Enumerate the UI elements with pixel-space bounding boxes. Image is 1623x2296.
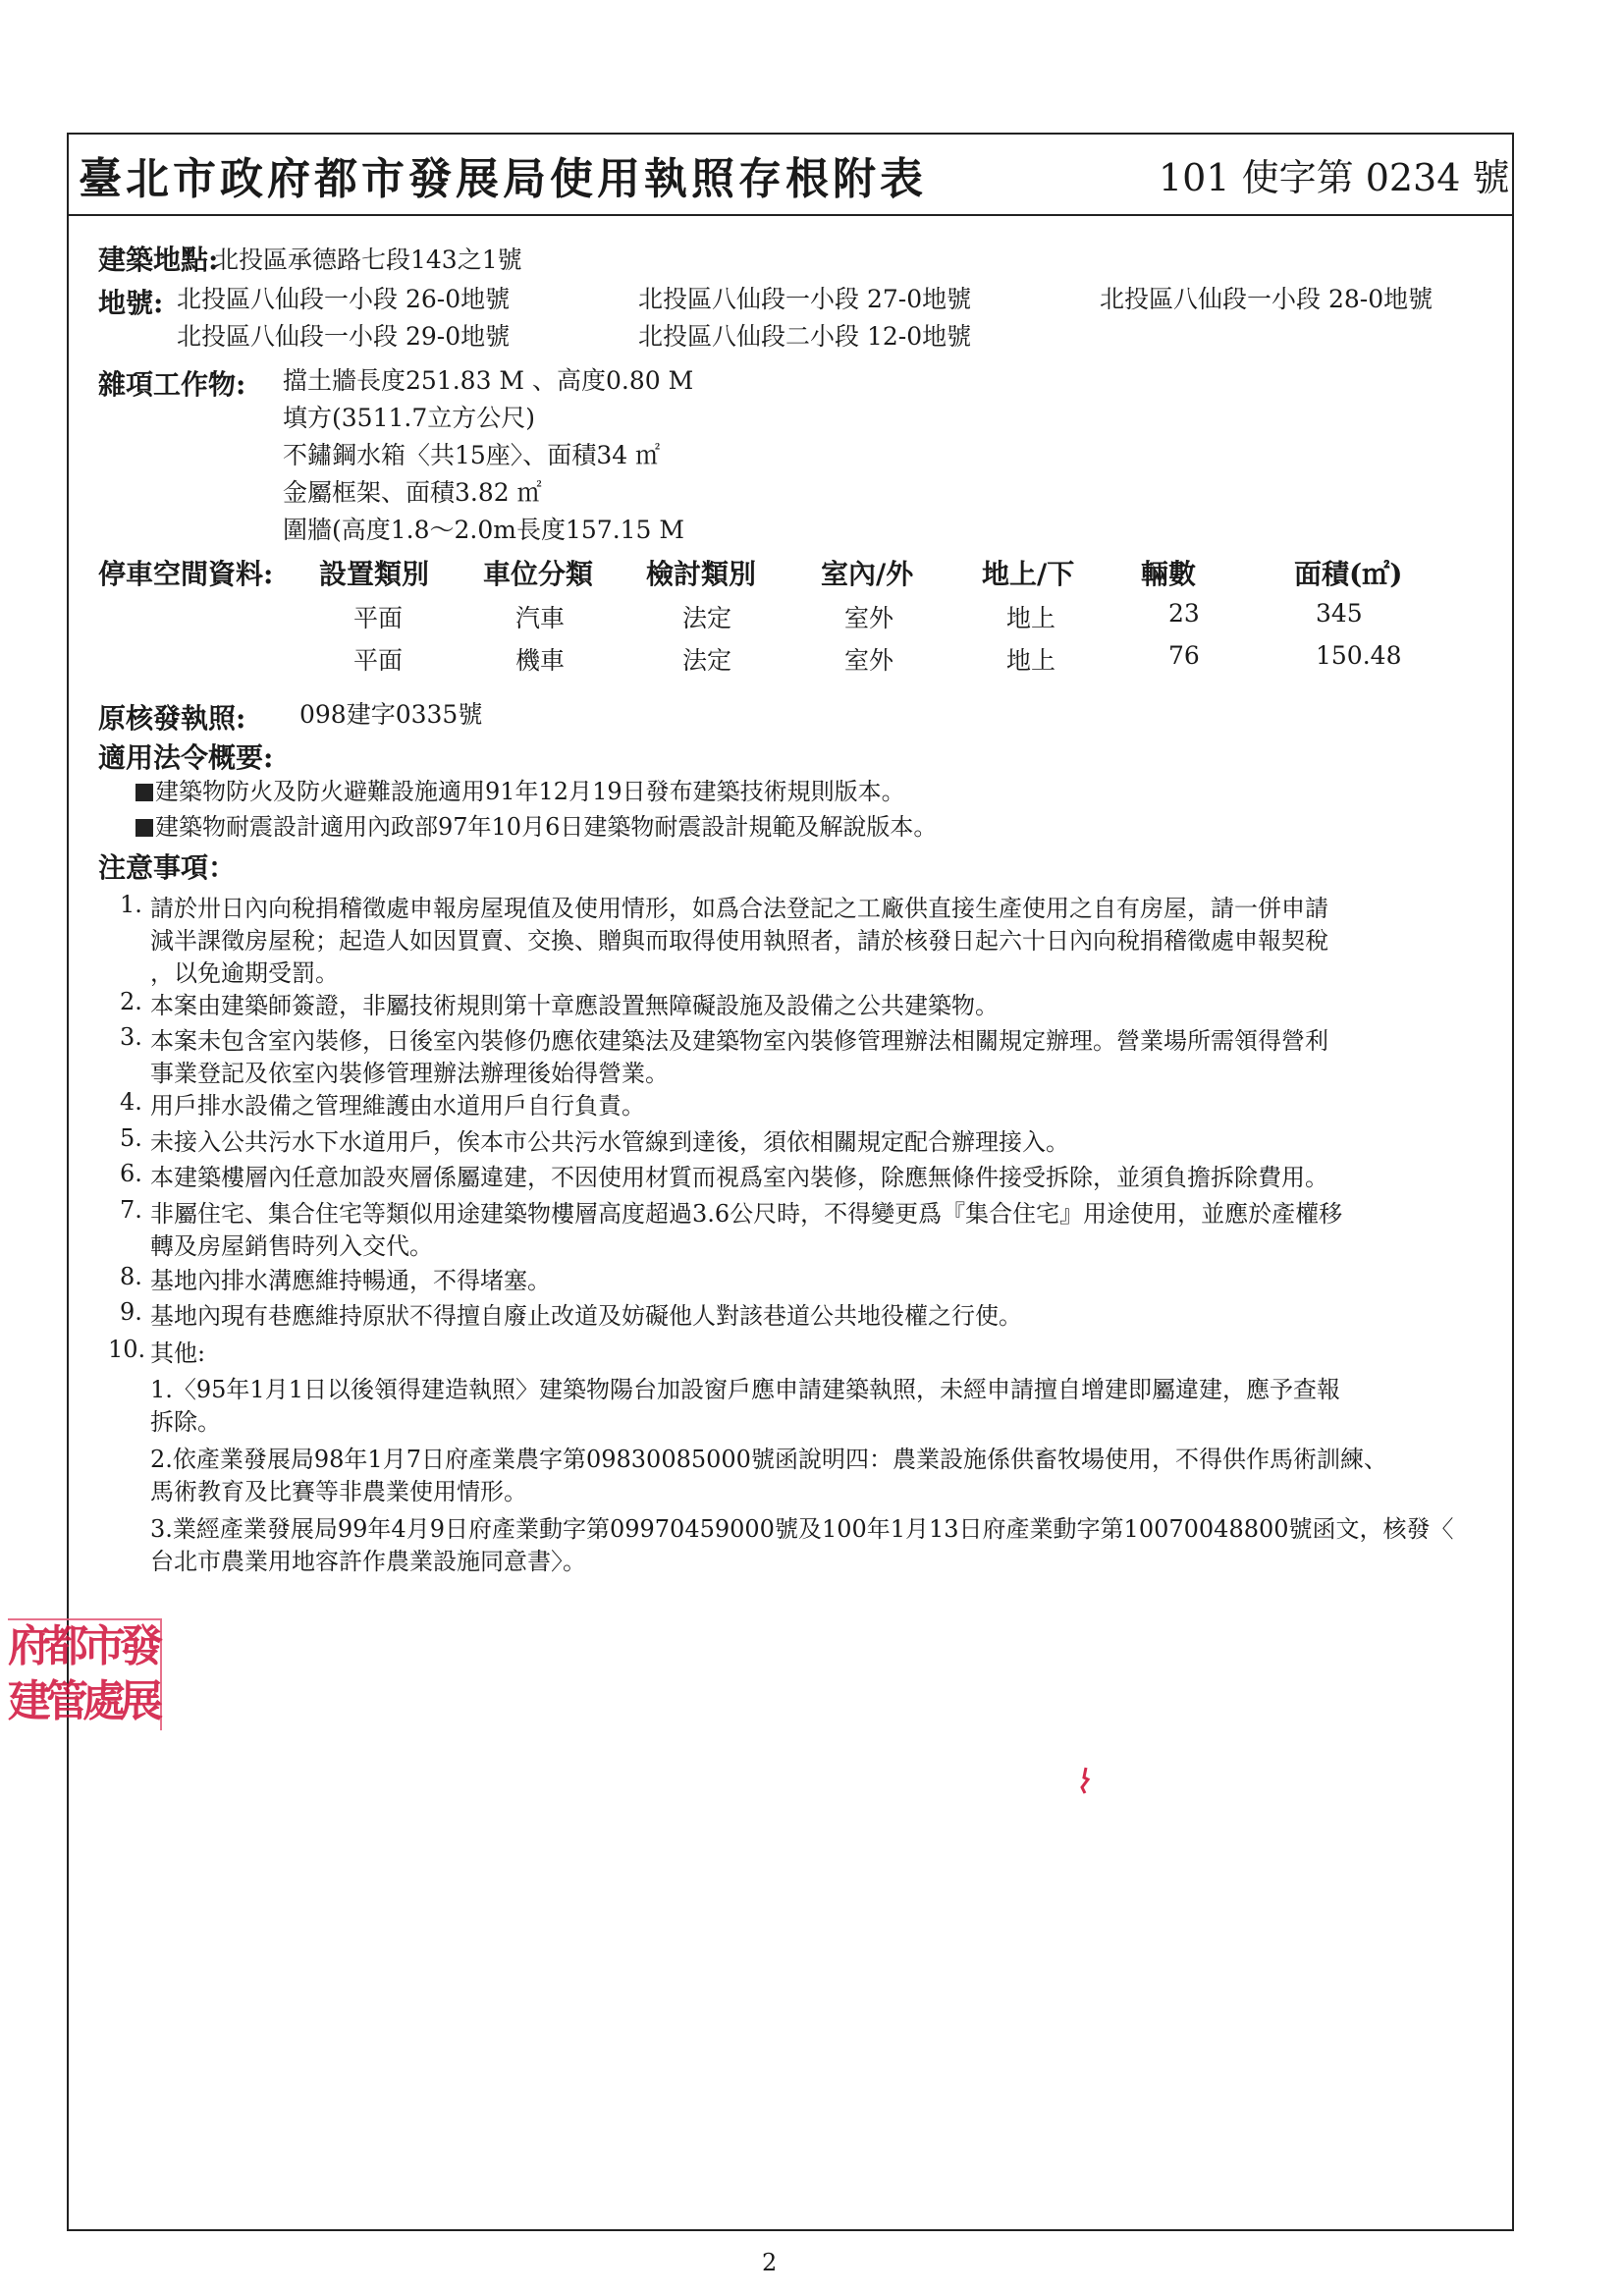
parking-header: 面積(㎡) xyxy=(1294,558,1403,590)
checkbox-icon xyxy=(135,784,153,801)
parking-cell: 地上 xyxy=(1006,604,1056,632)
lot-item: 北投區八仙段一小段 27-0地號 xyxy=(638,285,972,313)
parking-cell: 法定 xyxy=(682,646,732,675)
misc-work-item: 填方(3511.7立方公尺) xyxy=(283,404,535,432)
parking-header: 室內/外 xyxy=(821,558,914,590)
note-line: 基地內排水溝應維持暢通，不得堵塞。 xyxy=(150,1267,551,1294)
note-number: 4. xyxy=(120,1088,142,1116)
parking-cell: 平面 xyxy=(353,646,404,675)
parking-cell: 法定 xyxy=(682,604,732,632)
page-title: 臺北市政府都市發展局使用執照存根附表 xyxy=(79,154,927,204)
parking-cell: 機車 xyxy=(515,646,566,675)
note-line: 請於卅日內向稅捐稽徵處申報房屋現值及使用情形，如爲合法登記之工廠供直接生產使用之自有房屋，請一併申請 xyxy=(150,895,1328,922)
ink-mark xyxy=(1076,1766,1094,1795)
note-line: 本建築樓層內任意加設夾層係屬違建，不因使用材質而視爲室內裝修，除應無條件接受拆除，並須負擔拆除費用。 xyxy=(150,1164,1328,1191)
original-license-value: 098建字0335號 xyxy=(299,700,483,729)
lot-item: 北投區八仙段二小段 12-0地號 xyxy=(638,322,972,351)
lot-item: 北投區八仙段一小段 26-0地號 xyxy=(177,285,511,313)
misc-works-label: 雜項工作物: xyxy=(98,368,246,401)
header-divider xyxy=(67,214,1514,216)
note-line: 非屬住宅、集合住宅等類似用途建築物樓層高度超過3.6公尺時，不得變更爲『集合住宅』用途使用，並應於產權移 xyxy=(150,1200,1343,1228)
other-note-line: 台北市農業用地容許作農業設施同意書〉。 xyxy=(150,1548,586,1575)
parking-cell: 150.48 xyxy=(1316,641,1402,670)
notes-label: 注意事項： xyxy=(98,851,237,884)
note-line: 基地內現有巷應維持原狀不得擅自廢止改道及妨礙他人對該巷道公共地役權之行使。 xyxy=(150,1302,1022,1330)
misc-work-item: 不鏽鋼水箱〈共15座〉、面積34 ㎡ xyxy=(283,441,661,469)
note-number: 7. xyxy=(120,1196,142,1224)
parking-header: 設置類別 xyxy=(319,558,430,590)
parking-cell: 23 xyxy=(1168,599,1200,628)
note-line: 用戶排水設備之管理維護由水道用戶自行負責。 xyxy=(150,1092,645,1120)
misc-work-item: 擋土牆長度251.83 M 、高度0.80 M xyxy=(283,366,694,395)
page-number: 2 xyxy=(762,2249,778,2276)
other-note-line: 馬術教育及比賽等非農業使用情形。 xyxy=(150,1478,527,1505)
original-license-label: 原核發執照: xyxy=(98,702,246,735)
parking-cell: 汽車 xyxy=(515,604,566,632)
parking-cell: 室外 xyxy=(844,604,894,632)
address-value: 北投區承德路七段143之1號 xyxy=(214,246,522,274)
misc-work-item: 圍牆(高度1.8～2.0m長度157.15 M xyxy=(283,516,684,544)
checkbox-icon xyxy=(135,819,153,837)
parking-cell: 室外 xyxy=(844,646,894,675)
misc-work-item: 金屬框架、面積3.82 ㎡ xyxy=(283,478,542,507)
note-number: 9. xyxy=(120,1298,142,1326)
parking-cell: 平面 xyxy=(353,604,404,632)
note-line: 減半課徵房屋稅；起造人如因買賣、交換、贈與而取得使用執照者，請於核發日起六十日內向稅捐稽徵處申報契稅 xyxy=(150,927,1328,955)
lot-item: 北投區八仙段一小段 29-0地號 xyxy=(177,322,511,351)
parking-header: 檢討類別 xyxy=(646,558,757,590)
parking-header: 地上/下 xyxy=(982,558,1075,590)
lots-label: 地號: xyxy=(98,287,164,319)
note-number: 10. xyxy=(108,1336,146,1363)
note-number: 2. xyxy=(120,988,142,1015)
note-number: 3. xyxy=(120,1023,142,1051)
note-number: 1. xyxy=(120,891,142,918)
note-line: 未接入公共污水下水道用戶，俟本市公共污水管線到達後，須依相關規定配合辦理接入。 xyxy=(150,1128,1069,1156)
note-number: 8. xyxy=(120,1263,142,1290)
note-number: 6. xyxy=(120,1160,142,1187)
parking-label: 停車空間資料: xyxy=(98,558,274,590)
other-note-line: 3.業經產業發展局99年4月9日府產業動字第09970459000號及100年1月13日府產業動字第10070048800號函文，核發〈 xyxy=(150,1515,1454,1543)
note-line: 轉及房屋銷售時列入交代。 xyxy=(150,1232,433,1260)
parking-cell: 地上 xyxy=(1006,646,1056,675)
note-line: ，以免逾期受罰。 xyxy=(150,959,339,987)
regulation-item: 建築物耐震設計適用內政部97年10月6日建築物耐震設計規範及解說版本。 xyxy=(135,807,937,842)
regulations-label: 適用法令概要: xyxy=(98,741,274,774)
note-line: 其他: xyxy=(150,1339,206,1367)
address-label: 建築地點: xyxy=(98,244,219,276)
note-line: 本案由建築師簽證，非屬技術規則第十章應設置無障礙設施及設備之公共建築物。 xyxy=(150,992,999,1019)
other-note-line: 2.依產業發展局98年1月7日府產業農字第09830085000號函說明四：農業設施係供畜牧場使用，不得供作馬術訓練、 xyxy=(150,1446,1387,1473)
other-note-line: 拆除。 xyxy=(150,1408,221,1436)
note-line: 本案未包含室內裝修，日後室內裝修仍應依建築法及建築物室內裝修管理辦法相關規定辦理。營業場所需領得營利 xyxy=(150,1027,1328,1055)
parking-header: 輛數 xyxy=(1141,558,1197,590)
parking-cell: 345 xyxy=(1316,599,1363,628)
note-number: 5. xyxy=(120,1124,142,1152)
regulation-item: 建築物防火及防火避難設施適用91年12月19日發布建築技術規則版本。 xyxy=(135,772,905,806)
other-note-line: 1.〈95年1月1日以後領得建造執照〉建築物陽台加設窗戶應申請建築執照，未經申請擅自增建即屬違建，應予查報 xyxy=(150,1376,1340,1403)
parking-cell: 76 xyxy=(1168,641,1200,670)
official-seal: 府 都 市 發 建 管 處 展 xyxy=(8,1618,162,1730)
lot-item: 北投區八仙段一小段 28-0地號 xyxy=(1100,285,1434,313)
note-line: 事業登記及依室內裝修管理辦法辦理後始得營業。 xyxy=(150,1060,669,1087)
parking-header: 車位分類 xyxy=(483,558,594,590)
permit-number: 101 使字第 0234 號 xyxy=(1159,156,1510,199)
